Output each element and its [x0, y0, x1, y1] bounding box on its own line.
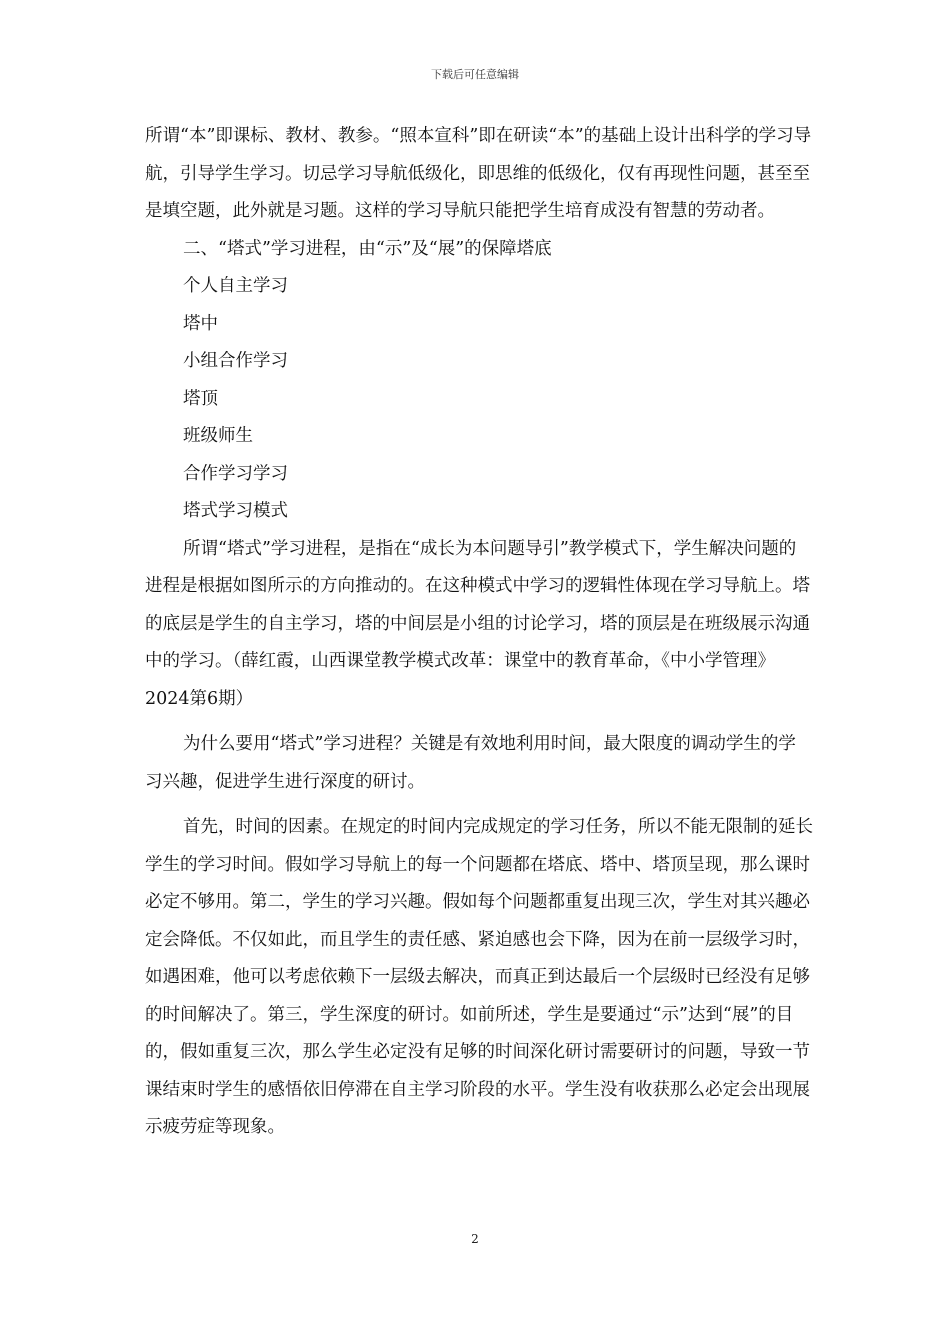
paragraph-tower-definition: 所谓“塔式”学习进程，是指在“成长为本问题导引”教学模式下，学生解决问题的进程是根据如图所示的方向推动的。在这种模式中学习的逻辑性体现在学习导航上。塔的底层是学生的自主学习，塔的中间层是小组的讨论学习，塔的顶层是在班级展示沟通中的学习。（薛红霞，山西课堂教学模式改革：课堂中的教育革命，《中小学管理》2024第6期）	[145, 538, 810, 709]
paragraph-intro: 所谓“本”即课标、教材、教参。“照本宣科”即在研读“本”的基础上设计出科学的学习导航，引导学生学习。切忌学习导航低级化，即思维的低级化，仅有再现性问题，甚至至是填空题，此外就是习题。这样的学习导航只能把学生培育成没有智慧的劳动者。	[145, 126, 812, 221]
diagram-label-model: 塔式学习模式	[183, 501, 288, 521]
page-number: 2	[471, 1232, 479, 1246]
diagram-label-group: 小组合作学习	[183, 351, 288, 371]
page-header-note: 下载后可任意编辑	[431, 68, 519, 81]
paragraph-reasons: 首先，时间的因素。在规定的时间内完成规定的学习任务，所以不能无限制的延长学生的学习时间。假如学习导航上的每一个问题都在塔底、塔中、塔顶呈现，那么课时必定不够用。第二，学生的学习兴趣。假如每个问题都重复出现三次，学生对其兴趣必定会降低。不仅如此，而且学生的责任感、紧迫感也会下降，因为在前一层级学习时，如遇困难，他可以考虑依赖下一层级去解决，而真正到达最后一个层级时已经没有足够的时间解决了。第三，学生深度的研讨。如前所述，学生是要通过“示”达到“展”的目的，假如重复三次，那么学生必定没有足够的时间深化研讨需要研讨的问题，导致一节课结束时学生的感悟依旧停滞在自主学习阶段的水平。学生没有收获那么必定会出现展示疲劳症等现象。	[145, 817, 813, 1137]
diagram-label-cooperative: 合作学习学习	[183, 463, 288, 484]
document-body	[145, 118, 813, 1147]
diagram-label-top: 塔顶	[183, 388, 218, 409]
diagram-label-class: 班级师生	[183, 426, 253, 446]
diagram-label-individual: 个人自主学习	[183, 276, 288, 296]
section-heading: 二、“塔式”学习进程，由“示”及“展”的保障塔底	[183, 238, 552, 259]
paragraph-why: 为什么要用“塔式”学习进程？关键是有效地利用时间，最大限度的调动学生的学习兴趣，促进学生进行深度的研讨。	[145, 734, 796, 792]
diagram-label-middle: 塔中	[183, 313, 218, 334]
